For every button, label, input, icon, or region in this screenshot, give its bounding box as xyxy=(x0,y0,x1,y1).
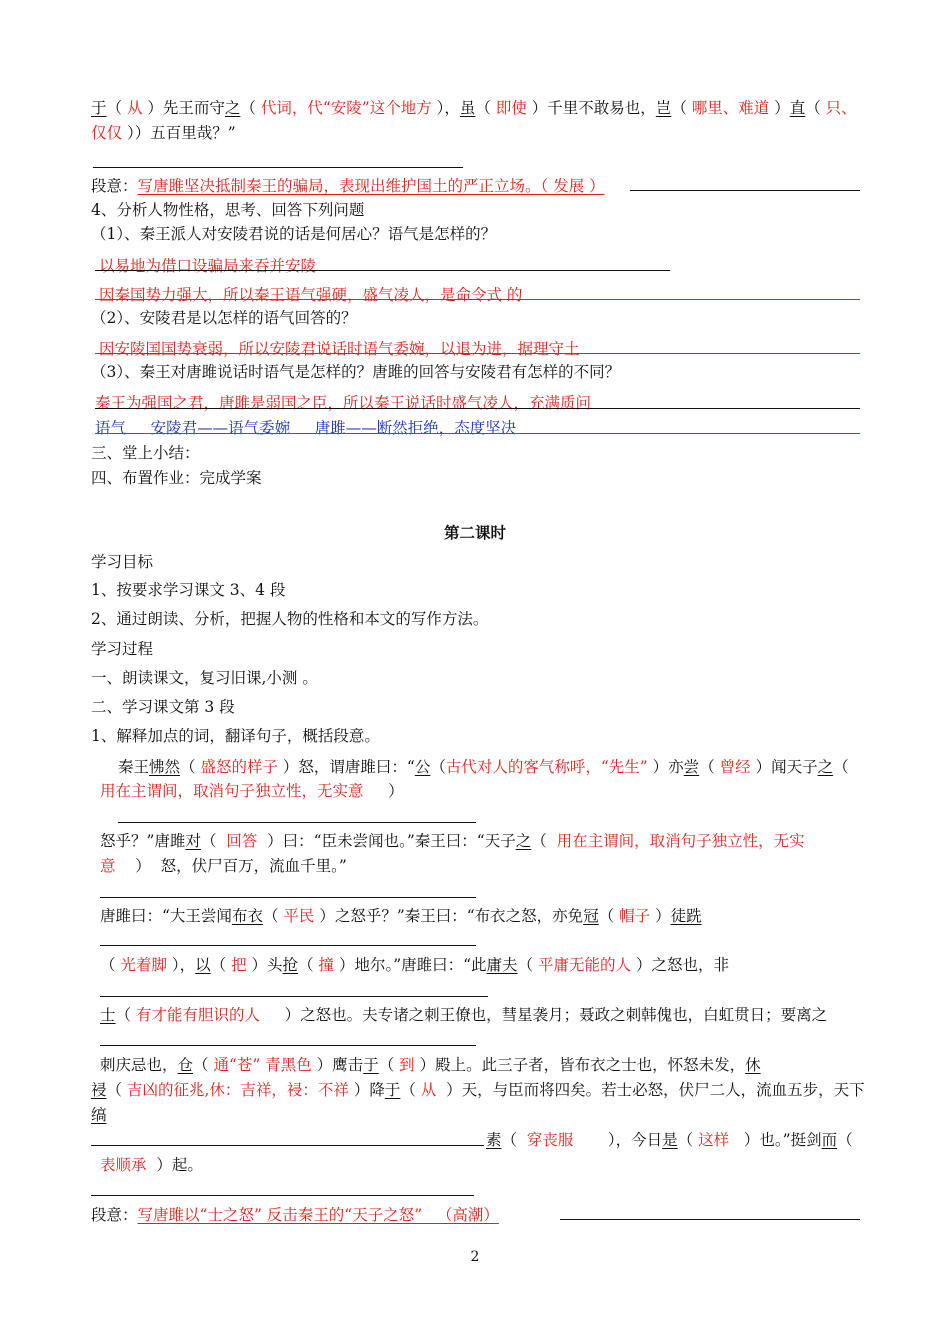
process-1: 一、朗读课文，复习旧课,小测 。 xyxy=(91,669,318,687)
q4-question-3: （3）、秦王对唐雎说话时语气是怎样的？唐雎的回答与安陵君有怎样的不同？ xyxy=(91,363,621,381)
blank-line xyxy=(630,190,860,191)
passage2-line7: 士（ 有才能有胆识的人 ）之怒也。夫专诸之刺王僚也，彗星袭月；聂政之刺韩傀也，白虹贯日；要离之 xyxy=(100,1006,828,1024)
page-number: 2 xyxy=(470,1249,480,1265)
blank-line xyxy=(93,167,463,168)
answer: 即使 xyxy=(490,99,532,117)
passage2-line1: 秦王怫然（ 盛怒的样子 ）怒，谓唐雎曰：“公（古代对人的客气称呼，“先生” ）亦尝（ 曾经 ）闻天子之（ xyxy=(118,758,849,776)
blank-line xyxy=(100,945,476,946)
passage2-line3: 怒乎？”唐雎对（ 回答 ）曰：“臣未尝闻也。”秦王曰：“天子之（ 用在主谓间，取消句子独立性，无实 xyxy=(100,832,805,850)
q4-question-1: （1）、秦王派人对安陵君说的话是何居心？语气是怎样的？ xyxy=(91,225,497,243)
blank-line xyxy=(91,1195,474,1196)
duanyi-2: 段意：写唐雎以“士之怒” 反击秦王的“天子之怒” （高潮） xyxy=(91,1206,499,1224)
word-yu: 于 xyxy=(91,99,107,117)
q4-answer-3a: 秦王为强国之君，唐雎是弱国之臣，所以秦王说话时盛气凌人，充满质问 xyxy=(95,394,592,412)
passage2-line4: 意 ） 怒，伏尸百万，流血千里。” xyxy=(100,857,347,875)
blank-line xyxy=(95,353,860,354)
process-3: 1、解释加点的词，翻译句子，概括段意。 xyxy=(91,727,380,745)
blank-line xyxy=(95,270,670,271)
q4-answer-2: 因安陵国国势衰弱，所以安陵君说话时语气委婉，以退为进，据理守土 xyxy=(99,340,580,358)
passage2-line5: 唐雎曰：“大王尝闻布衣（ 平民 ）之怒乎？”秦王曰：“布衣之怒，亦免冠（ 帽子 ）徒跣 xyxy=(100,907,702,925)
passage1-line1: 于（ 从 ）先王而守之（ 代词，代“安陵”这个地方 ），虽（ 即使 ）千里不敢易也，岂（ 哪里、难道 ）直（ 只、 xyxy=(91,99,857,117)
q4-answer-1a: 以易地为借口设骗局来吞并安陵 xyxy=(99,257,317,275)
goal-heading: 学习目标 xyxy=(91,553,154,571)
blank-line xyxy=(100,897,476,898)
blank-line xyxy=(118,822,476,823)
answer: 从 xyxy=(122,99,148,117)
blank-line xyxy=(95,433,860,434)
answer: 只、 xyxy=(820,99,857,117)
answer: 代词，代“安陵”这个地方 xyxy=(255,99,437,117)
goal-1: 1、按要求学习课文 3、4 段 xyxy=(91,581,286,599)
passage2-line9: 祲（ 吉凶的征兆,休：吉祥，祲：不祥 ）降于（ 从 ）天，与臣而将四矣。若士必怒，伏尸二人，流血五步，天下 xyxy=(91,1081,865,1099)
passage1-line2: 仅仅 ））五百里哉？” xyxy=(91,124,236,142)
passage2-line11: 素（ 穿丧服 ），今日是（ 这样 ）也。”挺剑而（ xyxy=(486,1131,853,1149)
passage2-line2: 用在主谓间，取消句子独立性，无实意 ） xyxy=(100,782,404,800)
passage2-line12: 表顺承 ）起。 xyxy=(100,1156,203,1174)
passage2-line10: 缟 xyxy=(91,1106,107,1124)
summary: 三、堂上小结： xyxy=(91,444,200,462)
q4-title: 4、分析人物性格，思考、回答下列问题 xyxy=(91,201,365,219)
answer: 哪里、难道 xyxy=(686,99,775,117)
blank-line xyxy=(100,1045,476,1046)
passage2-line6: （ 光着脚 ），以（ 把 ）头抢（ 撞 ）地尔。”唐雎曰：“此庸夫（ 平庸无能的人 ）之怒也，非 xyxy=(100,956,729,974)
process-heading: 学习过程 xyxy=(91,640,154,658)
lesson2-title: 第二课时 xyxy=(443,523,506,542)
passage2-line8: 刺庆忌也，仓（ 通“苍” 青黑色 ）鹰击于（ 到 ）殿上。此三子者，皆布衣之士也，怀怒未发，休 xyxy=(100,1056,761,1074)
q4-answer-3b: 语气 安陵君——语气委婉 唐雎——断然拒绝，态度坚决 xyxy=(95,419,517,437)
blank-line xyxy=(91,1145,484,1146)
blank-line xyxy=(95,408,860,409)
process-2: 二、学习课文第 3 段 xyxy=(91,698,235,716)
blank-line xyxy=(100,996,488,997)
blank-line xyxy=(95,299,860,300)
goal-2: 2、通过朗读、分析，把握人物的性格和本文的写作方法。 xyxy=(91,610,489,628)
duanyi-1: 段意：写唐雎坚决抵制秦王的骗局，表现出维护国土的严正立场。（ 发展 ） xyxy=(91,177,605,195)
q4-answer-1b: 因秦国势力强大，所以秦王语气强硬，盛气凌人，是命令式 的 xyxy=(99,286,523,304)
homework: 四、布置作业：完成学案 xyxy=(91,469,262,487)
blank-line xyxy=(560,1219,860,1220)
q4-question-2: （2）、安陵君是以怎样的语气回答的？ xyxy=(91,309,357,327)
